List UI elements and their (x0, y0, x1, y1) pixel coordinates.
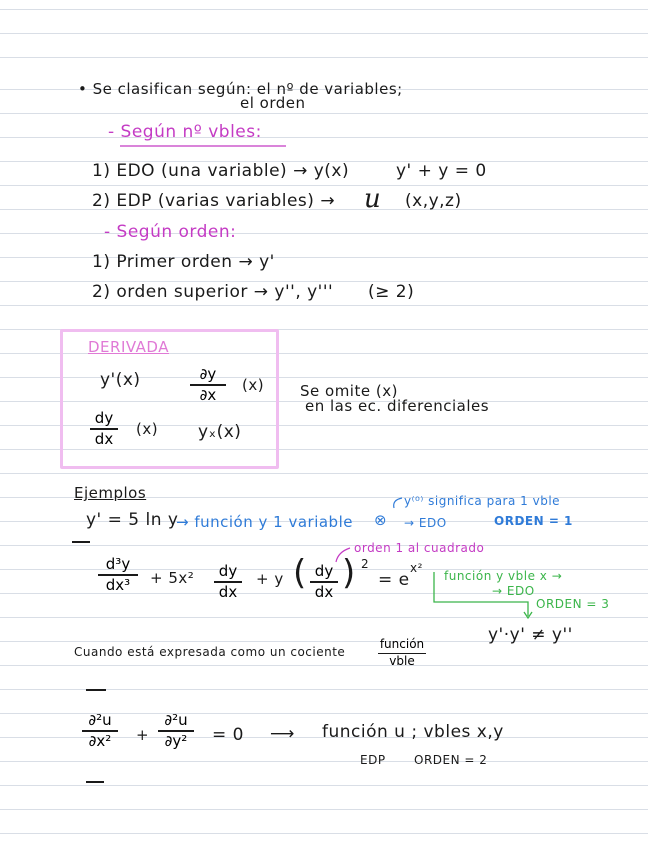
ex3-orden: ORDEN = 2 (414, 753, 488, 767)
item-edo-example: y' + y = 0 (396, 161, 487, 181)
ex3-term2-den: ∂y² (164, 731, 188, 750)
ex2-term3-den: dx (314, 582, 334, 601)
derivada-leibniz-num: dy (94, 409, 114, 427)
pink-note-arrow (336, 548, 350, 562)
derivada-partial-den: ∂x (199, 385, 217, 404)
ex2-term2-den: dx (218, 582, 238, 601)
ex2-inequality: y'·y' ≠ y'' (488, 625, 573, 645)
ex2-term2-num: dy (218, 562, 238, 580)
green-bracket-arrow (434, 572, 528, 616)
cociente-den: vble (389, 654, 415, 669)
ex1-orden: ORDEN = 1 (494, 514, 573, 528)
derivada-side-note-1: Se omite (x) (300, 382, 398, 400)
heading-segun-orden: - Según orden: (104, 222, 237, 242)
derivada-leibniz-arg: (x) (136, 420, 159, 438)
cociente-text: Cuando está expresada como un cociente (74, 645, 346, 659)
derivada-partial-num: ∂y (199, 365, 217, 383)
ex3-equals: = 0 (212, 725, 244, 745)
ex3-description: función u ; vbles x,y (322, 722, 504, 742)
item-edp-u: u (364, 184, 382, 214)
ex3-plus: + (136, 726, 150, 744)
blue-note-arrow (394, 498, 402, 508)
derivada-notation-prime: y'(x) (100, 370, 141, 390)
ex2-note-green-3: ORDEN = 3 (536, 597, 610, 611)
item-edo: 1) EDO (una variable) → y(x) (92, 161, 350, 181)
cociente-num: función (379, 637, 425, 651)
ex2-plus1: + 5x² (150, 569, 195, 587)
ex1-note: y⁽⁰⁾ significa para 1 vble (404, 494, 561, 508)
item-primer-orden: 1) Primer orden → y' (92, 252, 275, 272)
ex2-note-pink: orden 1 al cuadrado (354, 541, 485, 555)
ex1-mark: ⊗ (374, 511, 388, 529)
ex2-paren-close: ) (342, 553, 356, 593)
ex2-term1-den: dx³ (105, 575, 131, 594)
ex1-description: → función y 1 variable (176, 513, 353, 531)
ex2-rhs: = e (378, 570, 410, 590)
heading-segun-vbles: - Según nº vbles: (108, 122, 262, 142)
intro-bullet: • Se clasifican según: el nº de variables; (78, 80, 403, 98)
derivada-title: DERIVADA (88, 338, 169, 356)
ex2-paren-open: ( (293, 553, 307, 593)
derivada-partial-arg: (x) (242, 376, 265, 394)
ex2-plus2: + y (256, 570, 284, 588)
ex2-note-green-2: → EDO (492, 584, 535, 598)
ejemplos-title: Ejemplos (74, 484, 147, 502)
derivada-leibniz-den: dx (94, 429, 114, 448)
ex3-term2-num: ∂²u (164, 711, 188, 729)
ex1-equation: y' = 5 ln y (86, 510, 179, 530)
ex2-term3-num: dy (314, 562, 334, 580)
item-edp-vars: (x,y,z) (405, 191, 462, 211)
ex3-arrow: ⟶ (270, 724, 295, 744)
ex2-note-green-1: función y vble x → (444, 569, 563, 583)
derivada-notation-subscript: yₓ(x) (198, 422, 242, 442)
derivada-side-note-2: en las ec. diferenciales (305, 397, 490, 415)
ex3-term1-den: ∂x² (88, 731, 112, 750)
ex3-term1-num: ∂²u (88, 711, 112, 729)
ex3-edp: EDP (360, 753, 386, 767)
ex2-square: 2 (361, 557, 370, 571)
item-edp: 2) EDP (varias variables) → (92, 191, 336, 211)
ex1-edo: → EDO (404, 516, 447, 530)
item-orden-superior: 2) orden superior → y'', y''' (92, 282, 334, 302)
ex2-rhs-exp: x² (410, 561, 423, 575)
item-orden-superior-cond: (≥ 2) (368, 282, 415, 302)
intro-sub: el orden (240, 94, 306, 112)
ex2-term1-num: d³y (105, 555, 131, 573)
